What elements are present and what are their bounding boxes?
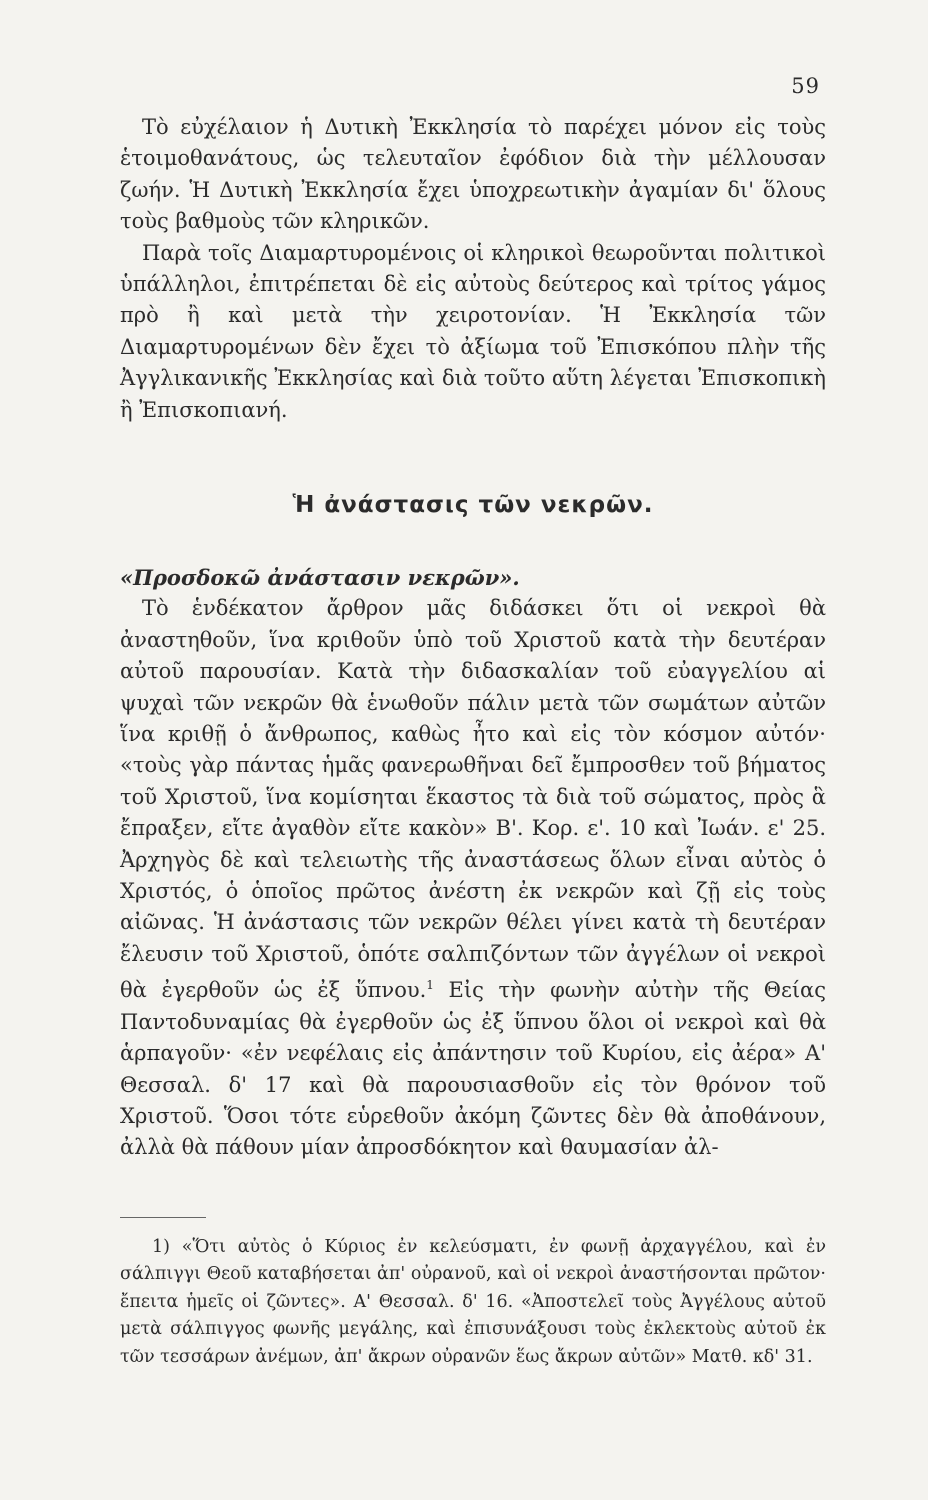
- footnote-divider: [120, 1217, 206, 1218]
- section-body: [120, 562, 826, 1164]
- paragraph-protestants: Παρὰ τοῖς Διαμαρτυρομένοις οἱ κληρικοὶ θεωροῦνται πολιτικοὶ ὑπάλληλοι, ἐπιτρέπεται δὲ εἰς αὐτοὺς δεύτερος καὶ τρίτος γάμος πρὸ ἢ καὶ μετὰ τὴν χειροτονίαν. Ἡ Ἐκκλησία τῶν Διαμαρτυρομένων δὲν ἔχει τὸ ἀξίωμα τοῦ Ἐπισκόπου πλὴν τῆς Ἀγγλικανικῆς Ἐκκλησίας καὶ διὰ τοῦτο αὕτη λέγεται Ἐπισκοπικὴ ἢ Ἐπισκοπιανή.: [120, 240, 826, 422]
- resurrection-text-part-2: Εἰς τὴν φωνὴν αὐτὴν τῆς Θείας Παντοδυναμίας θὰ ἐγερθοῦν ὡς ἐξ ὕπνου ὅλοι οἱ νεκροὶ καὶ θὰ ἁρπαγοῦν· «ἐν νεφέλαις εἰς ἀπάντησιν τοῦ Κυρίου, εἰς ἀέρα» Α' Θεσσαλ. δ' 17 καὶ θὰ παρουσιασθοῦν εἰς τὸν θρόνον τοῦ Χριστοῦ. Ὅσοι τότε εὑρεθοῦν ἀκόμη ζῶντες δὲν θὰ ἀποθάνουν, ἀλλὰ θὰ πάθουν μίαν ἀπροσδόκητον καὶ θαυμασίαν ἀλ-: [120, 978, 827, 1160]
- footnote-reference: 1: [426, 978, 434, 993]
- paragraph-western-church: Τὸ εὐχέλαιον ἡ Δυτικὴ Ἐκκλησία τὸ παρέχει μόνον εἰς τοὺς ἑτοιμοθανάτους, ὡς τελευταῖον ἐφόδιον διὰ τὴν μέλλουσαν ζωήν. Ἡ Δυτικὴ Ἐκκλησία ἔχει ὑποχρεωτικὴν ἀγαμίαν δι' ὅλους τοὺς βαθμοὺς τῶν κληρικῶν.: [120, 115, 826, 234]
- resurrection-text-part-1: Τὸ ἑνδέκατον ἄρθρον μᾶς διδάσκει ὅτι οἱ νεκροὶ θὰ ἀναστηθοῦν, ἵνα κριθοῦν ὑπὸ τοῦ Χριστοῦ κατὰ τὴν δευτέραν αὐτοῦ παρουσίαν. Κατὰ τὴν διδασκαλίαν τοῦ εὐαγγελίου αἱ ψυχαὶ τῶν νεκρῶν θὰ ἑνωθοῦν πάλιν μετὰ τῶν σωμάτων αὐτῶν ἵνα κριθῇ ὁ ἄνθρωπος, καθὼς ἦτο καὶ εἰς τὸν κόσμον αὐτόν· «τοὺς γὰρ πάντας ἡμᾶς φανερωθῆναι δεῖ ἔμπροσθεν τοῦ βήματος τοῦ Χριστοῦ, ἵνα κομίσηται ἕκαστος τὰ διὰ τοῦ σώματος, πρὸς ἃ ἔπραξεν, εἴτε ἀγαθὸν εἴτε κακὸν» Β'. Κορ. ε'. 10 καὶ Ἰωάν. ε' 25. Ἀρχηγὸς δὲ καὶ τελειωτὴς τῆς ἀναστάσεως ὅλων εἶναι αὐτὸς ὁ Χριστός, ὁ ὁποῖος πρῶτος ἀνέστη ἐκ νεκρῶν καὶ ζῇ εἰς τοὺς αἰῶνας. Ἡ ἀνάστασις τῶν νεκρῶν θέλει γίνει κατὰ τὴ δευτέραν ἔλευσιν τοῦ Χριστοῦ, ὁπότε σαλπιζόντων τῶν ἀγγέλων οἱ νεκροὶ θὰ ἐγερθοῦν ὡς ἐξ ὕπνου.: [120, 596, 826, 1003]
- creed-quote-title: «Προσδοκῶ ἀνάστασιν νεκρῶν».: [120, 565, 520, 590]
- intro-text: [120, 112, 826, 426]
- section-heading: Ἡ ἀνάστασις τῶν νεκρῶν.: [292, 492, 654, 518]
- footnote-text: 1) «Ὅτι αὐτὸς ὁ Κύριος ἐν κελεύσματι, ἐν φωνῇ ἀρχαγγέλου, καὶ ἐν σάλπιγγι Θεοῦ καταβήσεται ἀπ' οὐρανοῦ, καὶ οἱ νεκροὶ ἀναστήσονται πρῶτον· ἔπειτα ἡμεῖς οἱ ζῶντες». Α' Θεσσαλ. δ' 16. «Ἀποστελεῖ τοὺς Ἀγγέλους αὐτοῦ μετὰ σάλπιγγος φωνῆς μεγάλης, καὶ ἐπισυνάξουσι τοὺς ἐκλεκτοὺς αὐτοῦ ἐκ τῶν τεσσάρων ἀνέμων, ἀπ' ἄκρων οὐρανῶν ἕως ἄκρων αὐτῶν» Ματθ. κδ' 31.: [120, 1237, 826, 1367]
- footnote: [120, 1234, 826, 1371]
- page-number: 59: [791, 74, 820, 98]
- paragraph-resurrection: [120, 593, 826, 1163]
